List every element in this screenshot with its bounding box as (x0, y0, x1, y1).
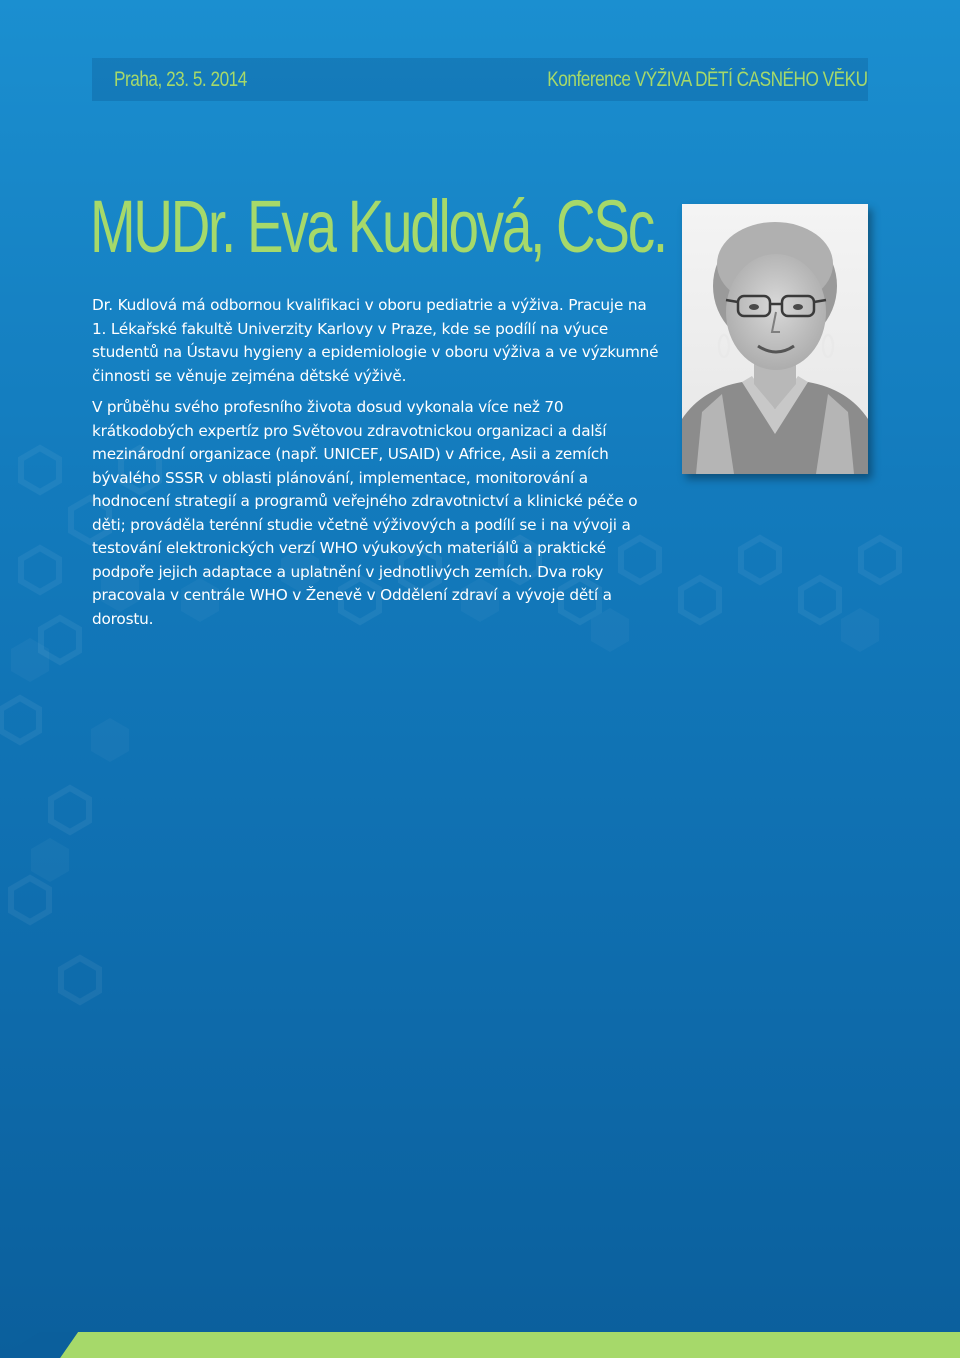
bio-paragraph-1: Dr. Kudlová má odbornou kvalifikaci v oboru pediatrie a výživa. Pracuje na 1. Lékařské fakultě Univerzity Karlovy v Praze, kde se podílí na výuce studentů na Ústavu hygieny a epidemiologie v oboru výživa a ve výzkumné činnosti se věnuje zejména dětské výživě. (92, 296, 659, 385)
bottom-green-stripe (0, 1332, 960, 1358)
biography-text (92, 294, 868, 631)
speaker-name-title: MUDr. Eva Kudlová, CSc. (90, 185, 666, 268)
photo-wrap-spacer (662, 396, 868, 592)
header-date-place: Praha, 23. 5. 2014 (114, 68, 247, 91)
bio-paragraph-2: V průběhu svého profesního života dosud vykonala více než 70 krátkodobých expertíz pro Světovou zdravotnickou organizaci a další mezinárodní organizace (např. UNICEF, USAID) v Africe, Asii a zemích bývalého SSSR v oblasti plánování, implementace, monitorování a hodnocení strategií a programů veřejného zdravotnictví a klinické péče o děti; prováděla terénní studie včetně výživových a podílí se i na vývoji a testování elektronických verzí WHO výukových materiálů a praktické podpoře jejich adaptace a uplatnění v jednotlivých zemích. Dva roky pracovala v centrále WHO v Ženevě v Oddělení zdraví a vývoje dětí a dorostu. (92, 398, 638, 628)
header-bar (92, 58, 868, 101)
header-conference-name: Konference VÝŽIVA DĚTÍ ČASNÉHO VĚKU (547, 68, 868, 91)
